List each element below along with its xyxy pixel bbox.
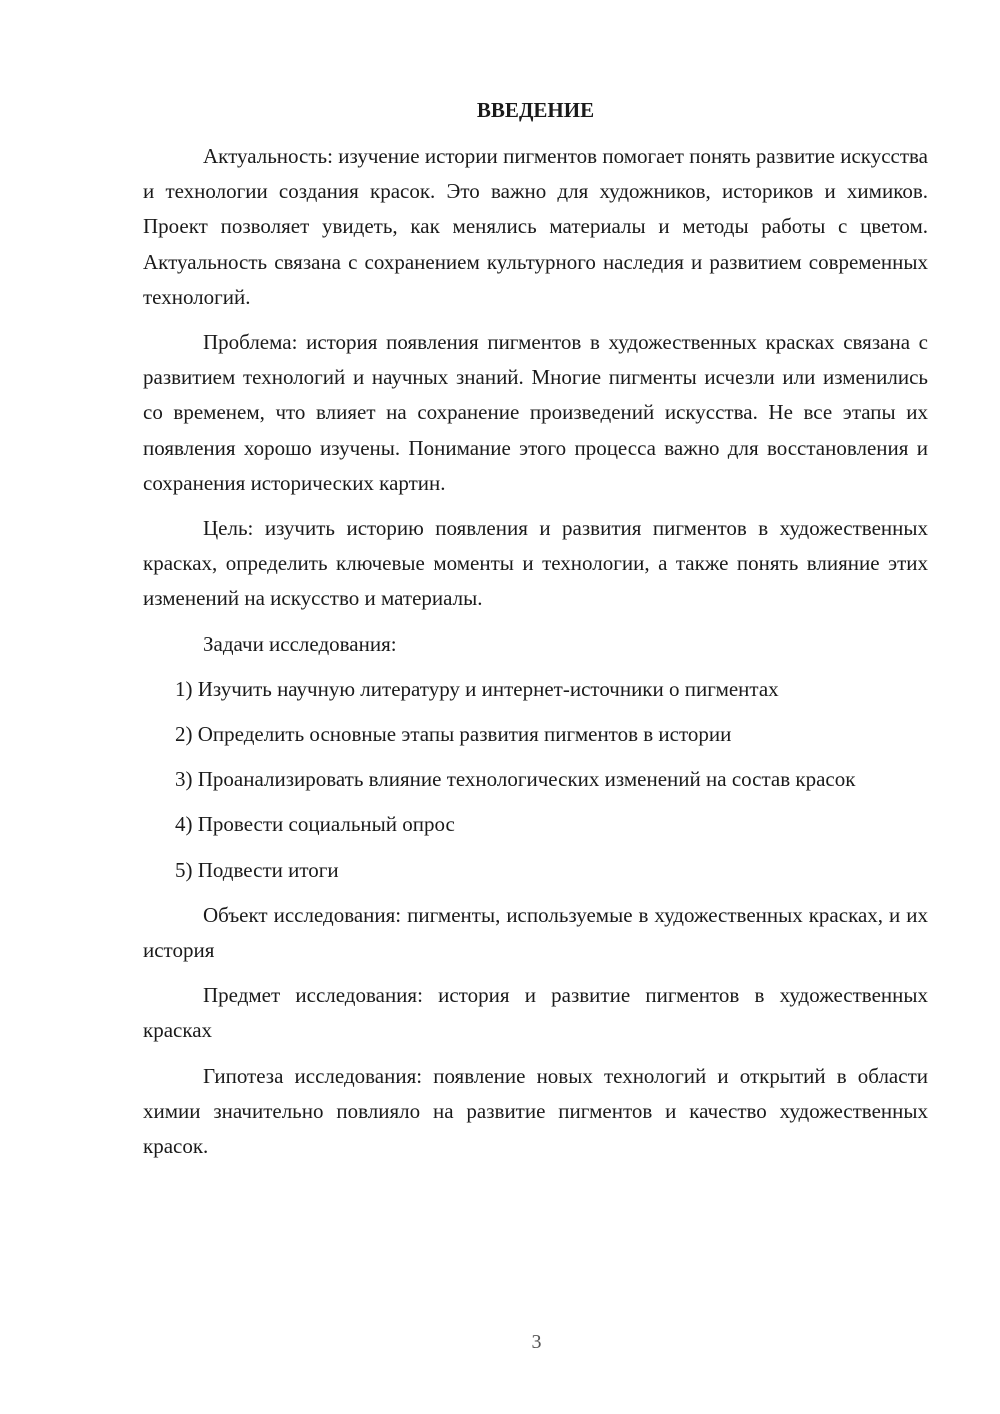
- task-item: 4) Провести социальный опрос: [175, 812, 455, 837]
- document-page: [143, 93, 928, 1174]
- paragraph-subject: Предмет исследования: история и развитие пигментов в художественных красках: [143, 983, 928, 1043]
- paragraph-hypothesis: Гипотеза исследования: появление новых технологий и открытий в области химии значительно повлияло на развитие пигментов и качество художественных красок.: [143, 1063, 928, 1159]
- task-item: 5) Подвести итоги: [175, 857, 339, 882]
- paragraph-problem: Проблема: история появления пигментов в художественных красках связана с развитием технологий и научных знаний. Многие пигменты исчезли или изменились со временем, что влияет на сохранение произведений искусства. Не все этапы их появления хорошо изучены. Понимание этого процесса важно для восстановления и сохранения исторических картин.: [143, 330, 928, 495]
- tasks-list: [143, 672, 928, 888]
- task-item: 3) Проанализировать влияние технологических изменений на состав красок: [175, 767, 856, 792]
- paragraph-goal: Цель: изучить историю появления и развития пигментов в художественных красках, определить ключевые моменты и технологии, а также понять влияние этих изменений на искусство и материалы.: [143, 516, 928, 611]
- tasks-heading: Задачи исследования:: [203, 631, 397, 656]
- task-item: 1) Изучить научную литературу и интернет-источники о пигментах: [175, 676, 779, 701]
- paragraph-relevance: Актуальность: изучение истории пигментов помогает понять развитие искусства и технологии создания красок. Это важно для художников, историков и химиков. Проект позволяет увидеть, как менялись материалы и методы работы с цветом. Актуальность связана с сохранением культурного наследия и развитием современных технологий.: [143, 144, 928, 309]
- paragraph-object: Объект исследования: пигменты, используемые в художественных красках, и их история: [143, 902, 928, 963]
- task-item: 2) Определить основные этапы развития пигментов в истории: [175, 722, 732, 747]
- page-number: 3: [531, 1331, 542, 1353]
- section-title: ВВЕДЕНИЕ: [476, 98, 595, 122]
